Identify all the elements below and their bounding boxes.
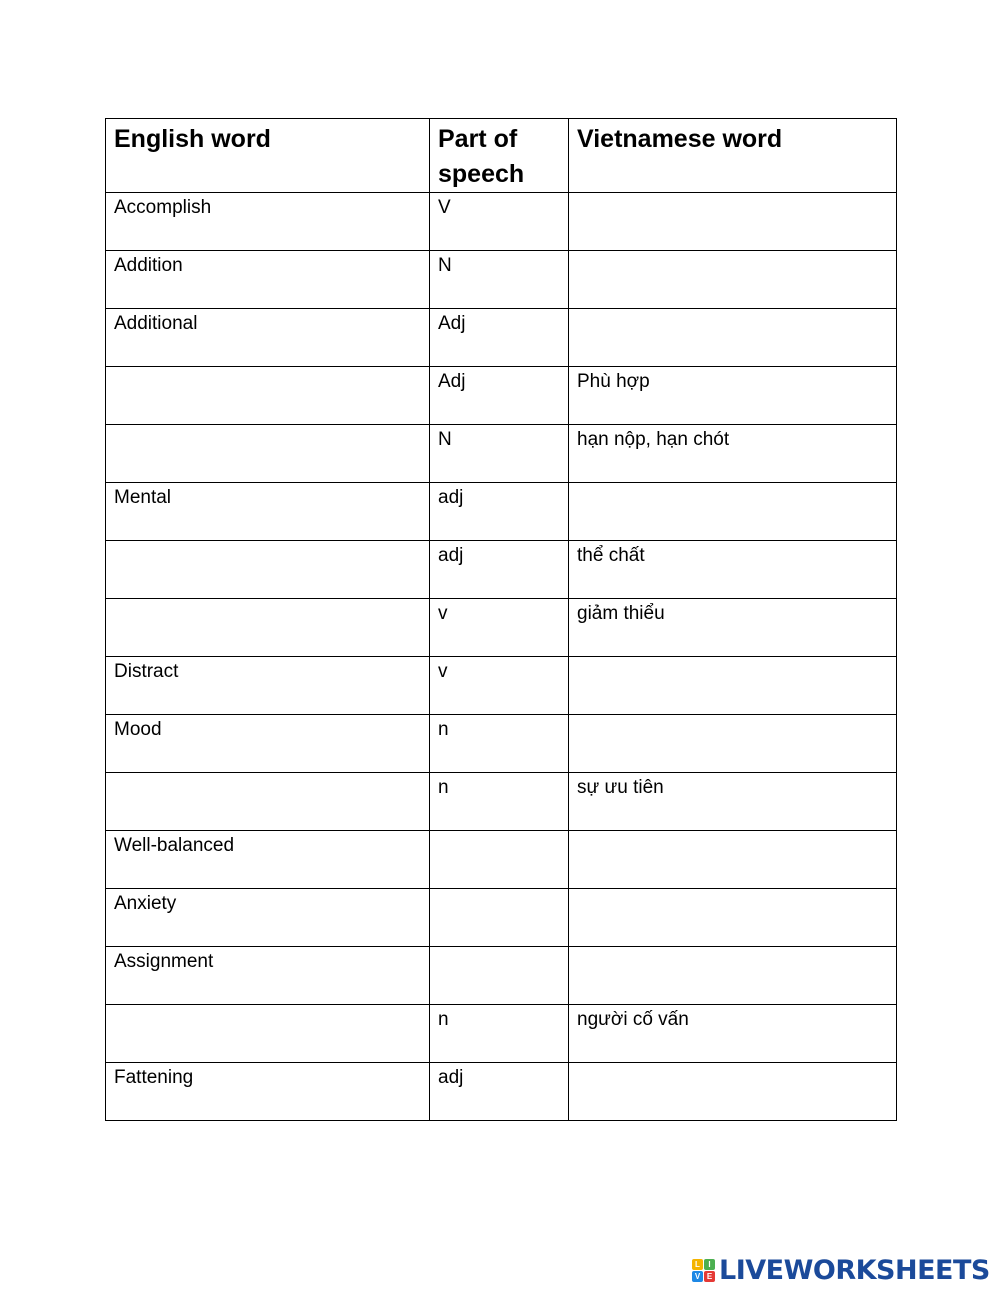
table-row xyxy=(106,773,897,831)
logo-tile-e: E xyxy=(704,1271,715,1282)
table-row xyxy=(106,1005,897,1063)
cell-vietnamese-word xyxy=(569,715,897,773)
cell-part-of-speech: v xyxy=(430,657,569,715)
table-row xyxy=(106,483,897,541)
cell-part-of-speech: n xyxy=(430,1005,569,1063)
cell-part-of-speech: n xyxy=(430,773,569,831)
cell-vietnamese-word xyxy=(569,831,897,889)
cell-vietnamese-word xyxy=(569,309,897,367)
cell-vietnamese-word xyxy=(569,251,897,309)
cell-vietnamese-word: hạn nộp, hạn chót xyxy=(569,425,897,483)
cell-vietnamese-word xyxy=(569,947,897,1005)
cell-part-of-speech: v xyxy=(430,599,569,657)
table-row xyxy=(106,715,897,773)
cell-vietnamese-word xyxy=(569,889,897,947)
logo-tile-v: V xyxy=(692,1271,703,1282)
brand-name: LIVEWORKSHEETS xyxy=(719,1254,990,1286)
cell-vietnamese-word xyxy=(569,657,897,715)
cell-english-word xyxy=(106,425,430,483)
logo-tile-l: L xyxy=(692,1259,703,1270)
table-row xyxy=(106,947,897,1005)
header-part-of-speech: Part of speech xyxy=(430,119,569,193)
cell-english-word: Accomplish xyxy=(106,193,430,251)
logo-tile-i: I xyxy=(704,1259,715,1270)
cell-vietnamese-word: Phù hợp xyxy=(569,367,897,425)
table-row xyxy=(106,599,897,657)
cell-part-of-speech xyxy=(430,947,569,1005)
table-row xyxy=(106,657,897,715)
cell-vietnamese-word: thể chất xyxy=(569,541,897,599)
cell-vietnamese-word xyxy=(569,193,897,251)
cell-english-word xyxy=(106,773,430,831)
cell-part-of-speech: Adj xyxy=(430,367,569,425)
cell-english-word xyxy=(106,1005,430,1063)
table-header-row xyxy=(106,119,897,193)
cell-vietnamese-word: giảm thiểu xyxy=(569,599,897,657)
cell-english-word: Mental xyxy=(106,483,430,541)
header-vietnamese-word: Vietnamese word xyxy=(569,119,897,193)
cell-part-of-speech: adj xyxy=(430,1063,569,1121)
header-english-word: English word xyxy=(106,119,430,193)
cell-english-word xyxy=(106,367,430,425)
cell-english-word: Mood xyxy=(106,715,430,773)
table-body xyxy=(106,193,897,1121)
cell-english-word xyxy=(106,541,430,599)
table-row xyxy=(106,309,897,367)
liveworksheets-logo-icon xyxy=(692,1259,715,1282)
cell-part-of-speech: V xyxy=(430,193,569,251)
cell-vietnamese-word xyxy=(569,483,897,541)
table-row xyxy=(106,367,897,425)
table-row xyxy=(106,1063,897,1121)
cell-english-word: Fattening xyxy=(106,1063,430,1121)
cell-part-of-speech: adj xyxy=(430,541,569,599)
cell-english-word: Anxiety xyxy=(106,889,430,947)
cell-part-of-speech: n xyxy=(430,715,569,773)
table-row xyxy=(106,251,897,309)
table-row xyxy=(106,193,897,251)
cell-english-word: Addition xyxy=(106,251,430,309)
cell-english-word: Assignment xyxy=(106,947,430,1005)
cell-vietnamese-word: sự ưu tiên xyxy=(569,773,897,831)
cell-vietnamese-word: người cố vấn xyxy=(569,1005,897,1063)
cell-part-of-speech xyxy=(430,889,569,947)
table-row xyxy=(106,541,897,599)
cell-part-of-speech: adj xyxy=(430,483,569,541)
cell-english-word: Distract xyxy=(106,657,430,715)
liveworksheets-brand xyxy=(692,1254,992,1286)
cell-part-of-speech: N xyxy=(430,425,569,483)
cell-part-of-speech: N xyxy=(430,251,569,309)
cell-vietnamese-word xyxy=(569,1063,897,1121)
cell-english-word: Well-balanced xyxy=(106,831,430,889)
cell-english-word: Additional xyxy=(106,309,430,367)
table-row xyxy=(106,831,897,889)
cell-english-word xyxy=(106,599,430,657)
cell-part-of-speech: Adj xyxy=(430,309,569,367)
cell-part-of-speech xyxy=(430,831,569,889)
table-row xyxy=(106,425,897,483)
vocabulary-table xyxy=(105,118,897,1121)
table-row xyxy=(106,889,897,947)
